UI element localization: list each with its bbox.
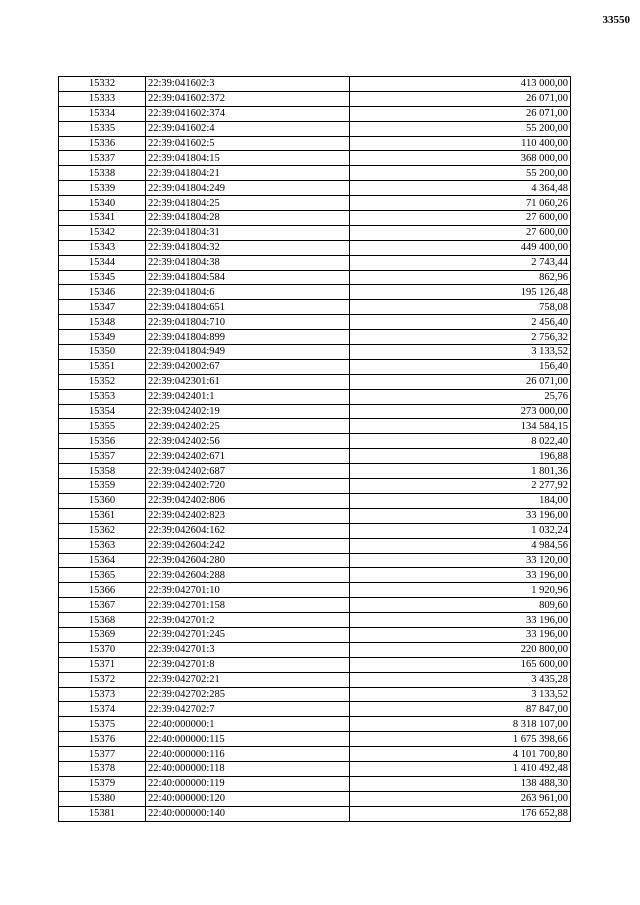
cadastral-number-cell: 22:39:041804:31: [146, 225, 350, 240]
amount-cell: 1 410 492,48: [350, 761, 571, 776]
amount-cell: 8 022,40: [350, 434, 571, 449]
cadastral-number-cell: 22:39:042701:158: [146, 598, 350, 613]
amount-cell: 33 196,00: [350, 613, 571, 628]
cadastral-number-cell: 22:39:042604:288: [146, 568, 350, 583]
amount-cell: 8 318 107,00: [350, 717, 571, 732]
row-number-cell: 15350: [59, 345, 146, 360]
cadastral-number-cell: 22:39:042402:687: [146, 464, 350, 479]
row-number-cell: 15337: [59, 151, 146, 166]
amount-cell: 87 847,00: [350, 702, 571, 717]
table-row: [59, 374, 571, 389]
cadastral-number-cell: 22:39:041804:710: [146, 315, 350, 330]
row-number-cell: 15345: [59, 270, 146, 285]
page-number: 33550: [602, 14, 630, 26]
amount-cell: 196,88: [350, 449, 571, 464]
table-row: [59, 211, 571, 226]
row-number-cell: 15374: [59, 702, 146, 717]
amount-cell: 2 743,44: [350, 255, 571, 270]
table-row: [59, 464, 571, 479]
table-row: [59, 747, 571, 762]
cadastral-number-cell: 22:39:041804:38: [146, 255, 350, 270]
table-row: [59, 806, 571, 821]
amount-cell: 138 488,30: [350, 776, 571, 791]
cadastral-number-cell: 22:39:042402:806: [146, 493, 350, 508]
cadastral-number-cell: 22:40:000000:116: [146, 747, 350, 762]
row-number-cell: 15378: [59, 761, 146, 776]
cadastral-number-cell: 22:39:042402:25: [146, 419, 350, 434]
row-number-cell: 15335: [59, 121, 146, 136]
cadastral-number-cell: 22:39:042301:61: [146, 374, 350, 389]
table-row: [59, 657, 571, 672]
table-row: [59, 389, 571, 404]
amount-cell: 4 101 700,80: [350, 747, 571, 762]
table-row: [59, 330, 571, 345]
cadastral-number-cell: 22:39:041602:3: [146, 77, 350, 92]
amount-cell: 25,76: [350, 389, 571, 404]
cadastral-number-cell: 22:39:041804:949: [146, 345, 350, 360]
table-row: [59, 225, 571, 240]
cadastral-number-cell: 22:39:041602:374: [146, 106, 350, 121]
table-row: [59, 240, 571, 255]
row-number-cell: 15371: [59, 657, 146, 672]
table-body: [59, 77, 571, 822]
table-row: [59, 672, 571, 687]
table-row: [59, 166, 571, 181]
amount-cell: 1 801,36: [350, 464, 571, 479]
data-table-container: [58, 76, 570, 822]
row-number-cell: 15381: [59, 806, 146, 821]
row-number-cell: 15369: [59, 627, 146, 642]
table-row: [59, 717, 571, 732]
amount-cell: 2 756,32: [350, 330, 571, 345]
table-row: [59, 121, 571, 136]
row-number-cell: 15368: [59, 613, 146, 628]
table-row: [59, 493, 571, 508]
cadastral-number-cell: 22:39:042702:285: [146, 687, 350, 702]
amount-cell: 26 071,00: [350, 374, 571, 389]
row-number-cell: 15380: [59, 791, 146, 806]
row-number-cell: 15334: [59, 106, 146, 121]
row-number-cell: 15362: [59, 523, 146, 538]
row-number-cell: 15361: [59, 508, 146, 523]
amount-cell: 220 800,00: [350, 642, 571, 657]
amount-cell: 33 196,00: [350, 627, 571, 642]
amount-cell: 176 652,88: [350, 806, 571, 821]
row-number-cell: 15363: [59, 538, 146, 553]
row-number-cell: 15377: [59, 747, 146, 762]
amount-cell: 33 196,00: [350, 508, 571, 523]
table-row: [59, 255, 571, 270]
table-row: [59, 434, 571, 449]
amount-cell: 862,96: [350, 270, 571, 285]
amount-cell: 33 196,00: [350, 568, 571, 583]
cadastral-number-cell: 22:39:041804:249: [146, 181, 350, 196]
row-number-cell: 15351: [59, 359, 146, 374]
table-row: [59, 613, 571, 628]
row-number-cell: 15341: [59, 211, 146, 226]
table-row: [59, 627, 571, 642]
row-number-cell: 15346: [59, 285, 146, 300]
amount-cell: 263 961,00: [350, 791, 571, 806]
amount-cell: 110 400,00: [350, 136, 571, 151]
row-number-cell: 15358: [59, 464, 146, 479]
row-number-cell: 15353: [59, 389, 146, 404]
amount-cell: 1 920,96: [350, 583, 571, 598]
cadastral-number-cell: 22:39:041602:372: [146, 91, 350, 106]
amount-cell: 2 456,40: [350, 315, 571, 330]
amount-cell: 368 000,00: [350, 151, 571, 166]
amount-cell: 27 600,00: [350, 211, 571, 226]
table-row: [59, 761, 571, 776]
amount-cell: 195 126,48: [350, 285, 571, 300]
amount-cell: 3 435,28: [350, 672, 571, 687]
amount-cell: 3 133,52: [350, 345, 571, 360]
row-number-cell: 15376: [59, 732, 146, 747]
row-number-cell: 15354: [59, 404, 146, 419]
row-number-cell: 15339: [59, 181, 146, 196]
amount-cell: 27 600,00: [350, 225, 571, 240]
table-row: [59, 583, 571, 598]
table-row: [59, 479, 571, 494]
amount-cell: 4 984,56: [350, 538, 571, 553]
table-row: [59, 553, 571, 568]
amount-cell: 26 071,00: [350, 91, 571, 106]
row-number-cell: 15347: [59, 300, 146, 315]
amount-cell: 55 200,00: [350, 166, 571, 181]
cadastral-number-cell: 22:39:042702:21: [146, 672, 350, 687]
cadastral-number-cell: 22:39:042402:671: [146, 449, 350, 464]
amount-cell: 2 277,92: [350, 479, 571, 494]
cadastral-number-cell: 22:39:041804:28: [146, 211, 350, 226]
table-row: [59, 359, 571, 374]
table-row: [59, 300, 571, 315]
table-row: [59, 285, 571, 300]
cadastral-number-cell: 22:39:042701:10: [146, 583, 350, 598]
data-table: [58, 76, 571, 822]
amount-cell: 26 071,00: [350, 106, 571, 121]
row-number-cell: 15357: [59, 449, 146, 464]
table-row: [59, 151, 571, 166]
cadastral-number-cell: 22:39:041804:32: [146, 240, 350, 255]
amount-cell: 33 120,00: [350, 553, 571, 568]
row-number-cell: 15367: [59, 598, 146, 613]
table-row: [59, 91, 571, 106]
table-row: [59, 419, 571, 434]
row-number-cell: 15379: [59, 776, 146, 791]
amount-cell: 413 000,00: [350, 77, 571, 92]
table-row: [59, 196, 571, 211]
table-row: [59, 270, 571, 285]
cadastral-number-cell: 22:39:042702:7: [146, 702, 350, 717]
row-number-cell: 15375: [59, 717, 146, 732]
cadastral-number-cell: 22:40:000000:120: [146, 791, 350, 806]
row-number-cell: 15366: [59, 583, 146, 598]
table-row: [59, 523, 571, 538]
amount-cell: 1 032,24: [350, 523, 571, 538]
cadastral-number-cell: 22:39:042604:242: [146, 538, 350, 553]
row-number-cell: 15359: [59, 479, 146, 494]
row-number-cell: 15340: [59, 196, 146, 211]
cadastral-number-cell: 22:39:041602:5: [146, 136, 350, 151]
row-number-cell: 15364: [59, 553, 146, 568]
amount-cell: 273 000,00: [350, 404, 571, 419]
table-row: [59, 642, 571, 657]
amount-cell: 809,60: [350, 598, 571, 613]
row-number-cell: 15338: [59, 166, 146, 181]
cadastral-number-cell: 22:39:041804:15: [146, 151, 350, 166]
row-number-cell: 15352: [59, 374, 146, 389]
amount-cell: 758,08: [350, 300, 571, 315]
cadastral-number-cell: 22:39:042701:3: [146, 642, 350, 657]
table-row: [59, 702, 571, 717]
table-row: [59, 538, 571, 553]
amount-cell: 71 060,26: [350, 196, 571, 211]
table-row: [59, 732, 571, 747]
cadastral-number-cell: 22:39:041804:651: [146, 300, 350, 315]
row-number-cell: 15360: [59, 493, 146, 508]
row-number-cell: 15344: [59, 255, 146, 270]
cadastral-number-cell: 22:39:041804:899: [146, 330, 350, 345]
table-row: [59, 181, 571, 196]
cadastral-number-cell: 22:39:041804:584: [146, 270, 350, 285]
cadastral-number-cell: 22:40:000000:118: [146, 761, 350, 776]
table-row: [59, 106, 571, 121]
table-row: [59, 687, 571, 702]
row-number-cell: 15333: [59, 91, 146, 106]
row-number-cell: 15349: [59, 330, 146, 345]
row-number-cell: 15343: [59, 240, 146, 255]
cadastral-number-cell: 22:39:041804:6: [146, 285, 350, 300]
cadastral-number-cell: 22:39:042701:2: [146, 613, 350, 628]
table-row: [59, 776, 571, 791]
amount-cell: 3 133,52: [350, 687, 571, 702]
table-row: [59, 508, 571, 523]
amount-cell: 1 675 398,66: [350, 732, 571, 747]
cadastral-number-cell: 22:40:000000:115: [146, 732, 350, 747]
row-number-cell: 15342: [59, 225, 146, 240]
row-number-cell: 15356: [59, 434, 146, 449]
table-row: [59, 136, 571, 151]
amount-cell: 165 600,00: [350, 657, 571, 672]
amount-cell: 4 364,48: [350, 181, 571, 196]
row-number-cell: 15372: [59, 672, 146, 687]
amount-cell: 184,00: [350, 493, 571, 508]
row-number-cell: 15373: [59, 687, 146, 702]
cadastral-number-cell: 22:39:042402:19: [146, 404, 350, 419]
table-row: [59, 404, 571, 419]
amount-cell: 449 400,00: [350, 240, 571, 255]
amount-cell: 55 200,00: [350, 121, 571, 136]
cadastral-number-cell: 22:39:042604:162: [146, 523, 350, 538]
cadastral-number-cell: 22:40:000000:119: [146, 776, 350, 791]
table-row: [59, 791, 571, 806]
row-number-cell: 15355: [59, 419, 146, 434]
cadastral-number-cell: 22:39:042402:823: [146, 508, 350, 523]
cadastral-number-cell: 22:39:042701:245: [146, 627, 350, 642]
table-row: [59, 568, 571, 583]
amount-cell: 134 584,15: [350, 419, 571, 434]
cadastral-number-cell: 22:39:042401:1: [146, 389, 350, 404]
cadastral-number-cell: 22:40:000000:1: [146, 717, 350, 732]
cadastral-number-cell: 22:39:042002:67: [146, 359, 350, 374]
cadastral-number-cell: 22:39:042402:720: [146, 479, 350, 494]
cadastral-number-cell: 22:39:041602:4: [146, 121, 350, 136]
cadastral-number-cell: 22:39:041804:25: [146, 196, 350, 211]
cadastral-number-cell: 22:40:000000:140: [146, 806, 350, 821]
row-number-cell: 15332: [59, 77, 146, 92]
cadastral-number-cell: 22:39:042701:8: [146, 657, 350, 672]
cadastral-number-cell: 22:39:042402:56: [146, 434, 350, 449]
cadastral-number-cell: 22:39:042604:280: [146, 553, 350, 568]
amount-cell: 156,40: [350, 359, 571, 374]
table-row: [59, 598, 571, 613]
table-row: [59, 449, 571, 464]
table-row: [59, 77, 571, 92]
row-number-cell: 15370: [59, 642, 146, 657]
row-number-cell: 15365: [59, 568, 146, 583]
row-number-cell: 15348: [59, 315, 146, 330]
table-row: [59, 345, 571, 360]
row-number-cell: 15336: [59, 136, 146, 151]
cadastral-number-cell: 22:39:041804:21: [146, 166, 350, 181]
table-row: [59, 315, 571, 330]
